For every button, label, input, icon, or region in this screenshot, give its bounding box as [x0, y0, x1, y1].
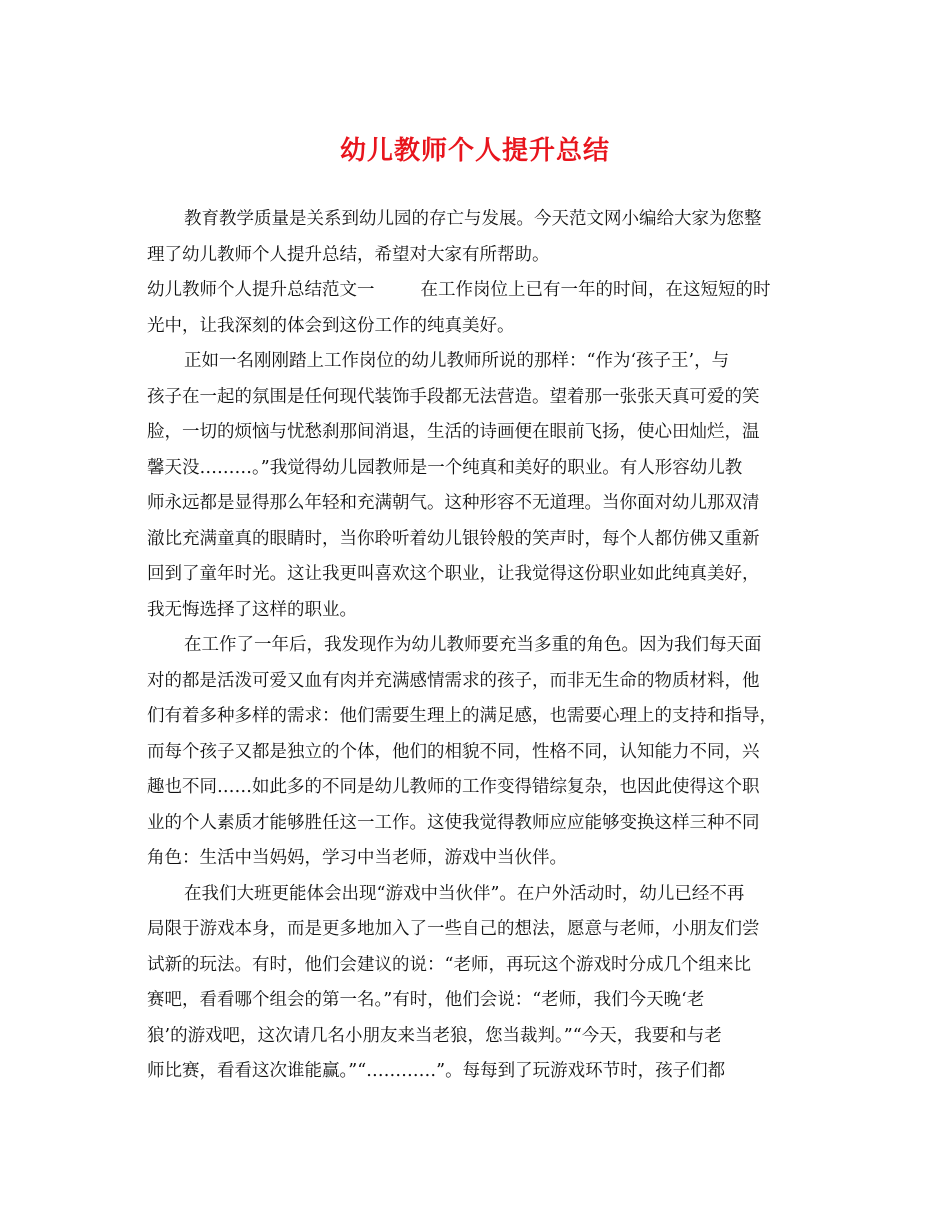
line-text: 对的都是活泼可爱又血有肉并充满感情需求的孩子，而非无生命的物质材料，他	[147, 670, 760, 691]
text-line	[147, 983, 807, 1019]
line-text: 角色：生活中当妈妈，学习中当老师，游戏中当伙伴。	[147, 848, 567, 868]
line-text: 狼’的游戏吧，这次请几名小朋友来当老狼，您当裁判。”“今天，我要和与老	[147, 1025, 722, 1046]
text-line	[147, 628, 807, 664]
line-text: 在工作了一年后，我发现作为幼儿教师要充当多重的角色。因为我们每天面	[184, 635, 762, 655]
text-line	[147, 451, 807, 487]
text-line	[147, 877, 807, 913]
line-text: 而每个孩子又都是独立的个体，他们的相貌不同，性格不同，认知能力不同，兴	[147, 741, 760, 762]
line-text: 趣也不同……如此多的不同是幼儿教师的工作变得错综复杂，也因此使得这个职	[147, 777, 760, 797]
line-text: 脸，一切的烦恼与忧愁刹那间消退，生活的诗画便在眼前飞扬，使心田灿烂，温	[147, 422, 760, 442]
line-text: 孩子在一起的氛围是任何现代装饰手段都无法营造。望着那一张张天真可爱的笑	[147, 386, 760, 407]
text-line	[147, 380, 807, 416]
line-text: 回到了童年时光。这让我更叫喜欢这个职业，让我觉得这份职业如此纯真美好，	[147, 564, 760, 584]
line-text: 们有着多种多样的需求：他们需要生理上的满足感，也需要心理上的支持和指导，	[147, 706, 777, 726]
text-line	[147, 344, 807, 380]
text-line	[147, 841, 807, 877]
text-line	[147, 948, 807, 984]
text-line	[147, 273, 807, 309]
line-text: 师永远都是显得那么年轻和充满朝气。这种形容不无道理。当你面对幼儿那双清	[147, 493, 760, 513]
line-text: 正如一名刚刚踏上工作岗位的幼儿教师所说的那样：“作为‘孩子王’，与	[184, 351, 730, 371]
line-text: 赛吧，看看哪个组会的第一名。”有时，他们会说：“老师，我们今天晚‘老	[147, 990, 705, 1010]
text-line	[147, 202, 807, 238]
text-line	[147, 912, 807, 948]
text-line	[147, 593, 807, 629]
text-line	[147, 238, 807, 274]
line-text: 澈比充满童真的眼睛时，当你聆听着幼儿银铃般的笑声时，每个人都仿佛又重新	[147, 528, 760, 549]
line-text: 光中，让我深刻的体会到这份工作的纯真美好。	[147, 315, 515, 336]
line-text: 馨天没………。”我觉得幼儿园教师是一个纯真和美好的职业。有人形容幼儿教	[147, 457, 743, 478]
line-text: 教育教学质量是关系到幼儿园的存亡与发展。今天范文网小编给大家为您整	[184, 209, 762, 229]
document-title: 幼儿教师个人提升总结	[339, 136, 610, 166]
text-line	[147, 735, 807, 771]
text-line	[147, 486, 807, 522]
document-body	[147, 202, 807, 1090]
text-line	[147, 699, 807, 735]
line-text: 试新的玩法。有时，他们会建议的说：“老师，再玩这个游戏时分成几个组来比	[147, 954, 751, 975]
text-line	[147, 557, 807, 593]
text-line	[147, 522, 807, 558]
text-line	[147, 770, 807, 806]
line-text: 师比赛，看看这次谁能赢。”“…………”。每每到了玩游戏环节时，孩子们都	[147, 1061, 726, 1081]
text-line	[147, 309, 807, 345]
section-heading: 幼儿教师个人提升总结范文一	[147, 280, 375, 300]
text-line	[147, 1054, 807, 1090]
line-text: 局限于游戏本身，而是更多地加入了一些自己的想法，愿意与老师，小朋友们尝	[147, 919, 760, 939]
text-line	[147, 806, 807, 842]
line-text: 在工作岗位上已有一年的时间，在这短短的时	[420, 280, 771, 300]
text-line	[147, 1019, 807, 1055]
line-text: 理了幼儿教师个人提升总结，希望对大家有所帮助。	[147, 244, 550, 265]
line-text: 在我们大班更能体会出现“游戏中当伙伴”。在户外活动时，幼儿已经不再	[184, 883, 745, 904]
text-line	[147, 415, 807, 451]
text-line	[147, 664, 807, 700]
line-text: 业的个人素质才能够胜任这一工作。这使我觉得教师应应能够变换这样三种不同	[147, 812, 760, 833]
line-text: 我无悔选择了这样的职业。	[147, 599, 357, 620]
